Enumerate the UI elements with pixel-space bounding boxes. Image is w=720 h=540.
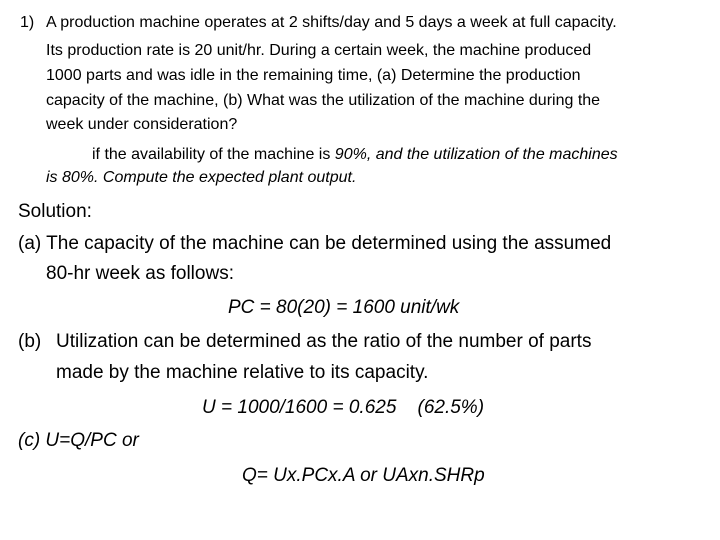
question-line-2: Its production rate is 20 unit/hr. During a certain week, the machine produced: [46, 42, 592, 59]
part-a-line-2: 80-hr week as follows:: [46, 263, 234, 284]
question-line-5: week under consideration?: [46, 116, 238, 133]
part-b-line-2: made by the machine relative to its capacity.: [56, 362, 429, 383]
part-a-equation: PC = 80(20) = 1600 unit/wk: [228, 297, 460, 318]
question-line-4: capacity of the machine, (b) What was the utilization of the machine during the: [46, 92, 601, 109]
part-b-label: (b): [18, 331, 42, 352]
question-line-1: A production machine operates at 2 shifts/day and 5 days a week at full capacity.: [46, 14, 617, 31]
followup-line-1: [92, 143, 618, 167]
followup-line-2: is 80%. Compute the expected plant output.: [46, 169, 357, 186]
part-c-equation: Q= Ux.PCx.A or UAxn.SHRp: [242, 465, 485, 486]
solution-heading: Solution:: [18, 201, 92, 222]
question-line-3: 1000 parts and was idle in the remaining time, (a) Determine the production: [46, 67, 581, 84]
part-c-line-1: (c) U=Q/PC or: [18, 430, 139, 451]
part-a-line-1: (a) The capacity of the machine can be determined using the assumed: [18, 233, 612, 254]
part-b-line-1: Utilization can be determined as the ratio of the number of parts: [56, 331, 592, 352]
part-b-equation: U = 1000/1600 = 0.625 (62.5%): [202, 397, 485, 418]
followup-italic-text: 90%, and the utilization of the machines: [334, 146, 618, 163]
question-number: 1): [20, 14, 35, 31]
followup-normal-text: if the availability of the machine is: [92, 146, 335, 163]
